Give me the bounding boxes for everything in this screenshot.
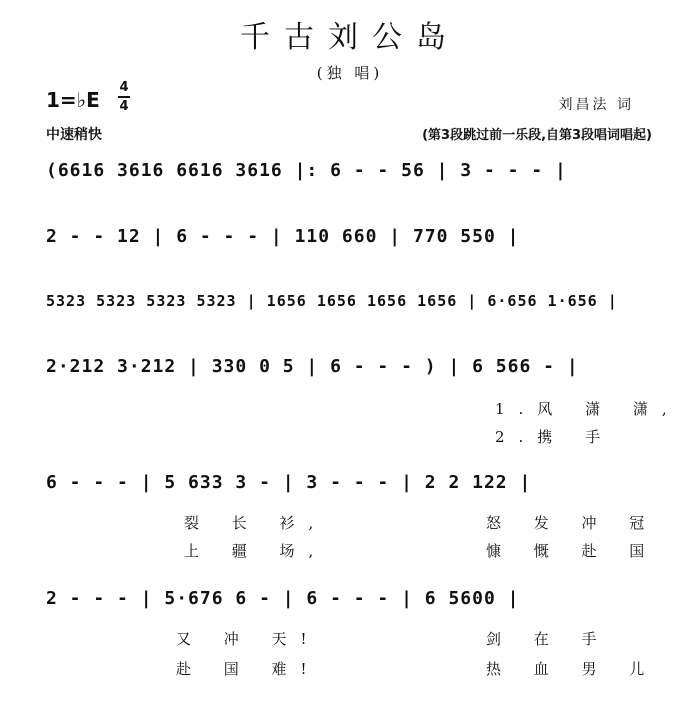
time-signature-bottom: 4 [119,99,129,114]
score-row-2 [46,216,652,262]
lyric-line5-right-1: 怒 发 冲 冠 [486,514,659,532]
score-row-1 [46,150,652,196]
performance-type: (独 唱) [316,64,384,82]
notation-line: 2·212 3·212 | 330 0 5 | 6 - - - ) | 6 566 - | [46,356,579,377]
tempo-marking: 中速稍快 [46,127,102,143]
lyric-line6-right-1: 剑 在 手 [486,630,611,648]
lyric-line6-left-1: 又 冲 天! [176,630,321,648]
notation-line: 2 - - - | 5·676 6 - | 6 - - - | 6 5600 | [46,588,520,609]
lyric-line5-right-2: 慷 慨 赴 国 [486,542,659,560]
lyric-line6-left-2: 赴 国 难! [176,660,321,678]
performance-note: (第3段跳过前一乐段,自第3段唱词唱起) [422,128,652,143]
time-signature-bar [118,96,130,98]
lyric-verse-1: 1.风 潇 潇, [495,400,681,418]
lyricist: 刘昌法 词 [558,97,634,113]
score-row-5 [46,462,652,508]
time-signature [118,80,130,114]
score-row-6 [46,578,652,624]
time-signature-top: 4 [119,80,129,95]
lyric-verse-2: 2.携 手 [495,428,615,446]
key-signature: 1=♭E [46,88,100,112]
notation-line: 6 - - - | 5 633 3 - | 3 - - - | 2 2 122 | [46,472,532,493]
lyric-line6-right-2: 热 血 男 儿 [486,660,659,678]
score-row-3 [46,282,652,328]
song-title: 千古刘公岛 [240,20,460,55]
notation-line: 2 - - 12 | 6 - - - | 110 660 | 770 550 | [46,226,520,247]
notation-line: 5323 5323 5323 5323 | 1656 1656 1656 1656 | 6·656 1·656 | [46,292,618,310]
lyric-line5-left-2: 上 疆 场, [184,542,328,560]
lyric-line5-left-1: 裂 长 衫, [184,514,328,532]
score-row-4 [46,346,652,392]
notation-line: (6616 3616 6616 3616 |: 6 - - 56 | 3 - - - | [46,160,567,181]
